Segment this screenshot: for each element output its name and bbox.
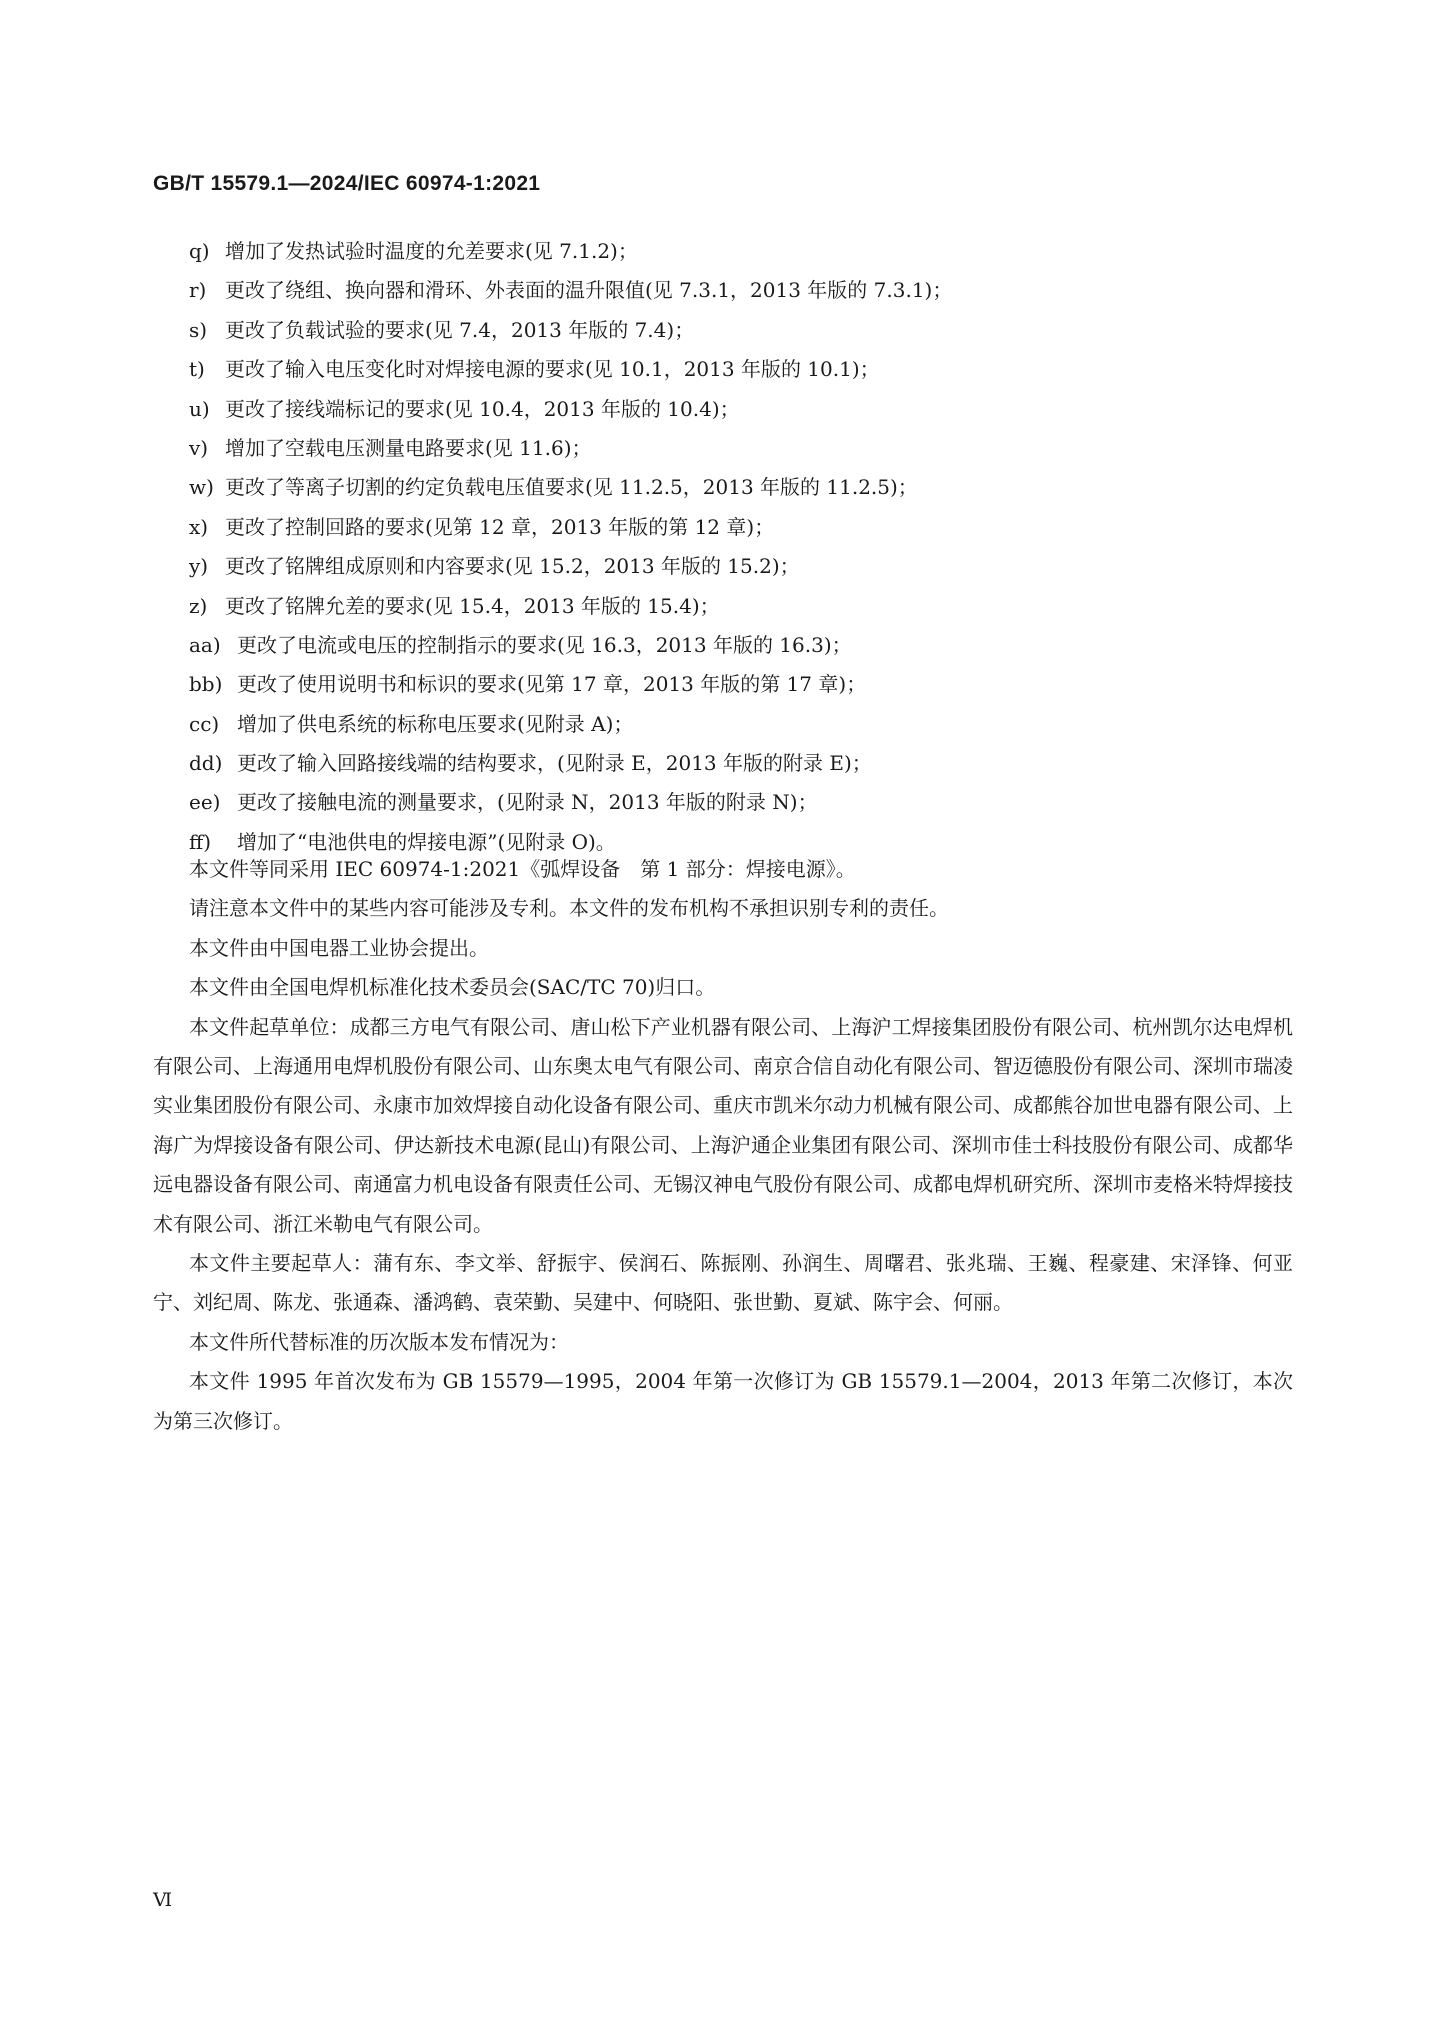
list-item-text: 更改了输入回路接线端的结构要求，(见附录 E，2013 年版的附录 E)； — [237, 751, 872, 776]
list-marker: ee) — [189, 790, 221, 815]
list-marker: v) — [189, 435, 209, 460]
list-marker: r) — [189, 278, 207, 303]
list-item-text: 更改了负载试验的要求(见 7.4，2013 年版的 7.4)； — [225, 317, 695, 342]
list-item — [189, 350, 1299, 389]
list-item-text: 增加了空载电压测量电路要求(见 11.6)； — [225, 435, 592, 460]
list-item — [189, 271, 1299, 310]
list-marker: aa) — [189, 632, 221, 657]
list-item-text: 更改了使用说明书和标识的要求(见第 17 章，2013 年版的第 17 章)； — [237, 672, 867, 697]
list-item-text: 增加了供电系统的标称电压要求(见附录 A)； — [237, 711, 634, 736]
page-number: Ⅵ — [153, 1889, 173, 1911]
list-marker: q) — [189, 239, 210, 263]
list-item-text: 更改了控制回路的要求(见第 12 章，2013 年版的第 12 章)； — [225, 514, 775, 539]
list-item — [189, 626, 1299, 665]
standard-number-header: GB/T 15579.1—2024/IEC 60974-1:2021 — [153, 172, 541, 195]
list-item-text: 更改了接线端标记的要求(见 10.4，2013 年版的 10.4)； — [225, 396, 740, 421]
list-item — [189, 429, 1299, 468]
list-marker: bb) — [189, 672, 223, 697]
list-item — [189, 547, 1299, 586]
list-item — [189, 468, 1299, 507]
list-item — [189, 311, 1299, 350]
proposer-statement: 本文件由中国电器工业协会提出。 — [189, 935, 489, 960]
committee-statement: 本文件由全国电焊机标准化技术委员会(SAC/TC 70)归口。 — [189, 975, 716, 1000]
list-item — [189, 744, 1299, 783]
history-details: 本文件 1995 年首次发布为 GB 15579—1995，2004 年第一次修订为 GB 15579.1—2004，2013 年第二次修订，本次为第三次修订。 — [153, 1369, 1293, 1433]
drafting-units: 本文件起草单位：成都三方电气有限公司、唐山松下产业机器有限公司、上海沪工焊接集团股份有限公司、杭州凯尔达电焊机有限公司、上海通用电焊机股份有限公司、山东奥太电气有限公司、南京合信自动化有限公司、智迈德股份有限公司、深圳市瑞凌实业集团股份有限公司、永康市加效焊接自动化设备有限公司、重庆市凯米尔动力机械有限公司、成都熊谷加世电器有限公司、上海广为焊接设备有限公司、伊达新技术电源(昆山)有限公司、上海沪通企业集团有限公司、深圳市佳士科技股份有限公司、成都华远电器设备有限公司、南通富力机电设备有限责任公司、无锡汉神电气股份有限公司、成都电焊机研究所、深圳市麦格米特焊接技术有限公司、浙江米勒电气有限公司。 — [153, 1014, 1293, 1236]
list-item-text: 更改了绕组、换向器和滑环、外表面的温升限值(见 7.3.1，2013 年版的 7.3.1)； — [225, 278, 953, 303]
list-item — [189, 665, 1299, 704]
changes-list — [189, 232, 1299, 862]
list-item — [189, 232, 1299, 271]
list-item-text: 更改了铭牌组成原则和内容要求(见 15.2，2013 年版的 15.2)； — [225, 554, 800, 579]
list-item-text: 更改了铭牌允差的要求(见 15.4，2013 年版的 15.4)； — [225, 593, 720, 618]
list-item-text: 更改了接触电流的测量要求，(见附录 N，2013 年版的附录 N)； — [237, 790, 818, 815]
list-item — [189, 587, 1299, 626]
list-marker: u) — [189, 396, 210, 421]
list-item-text: 更改了输入电压变化时对焊接电源的要求(见 10.1，2013 年版的 10.1)； — [225, 357, 880, 382]
list-item-text: 增加了“电池供电的焊接电源”(见附录 O)。 — [237, 829, 616, 854]
list-marker: cc) — [189, 711, 220, 736]
patent-notice: 请注意本文件中的某些内容可能涉及专利。本文件的发布机构不承担识别专利的责任。 — [189, 896, 949, 921]
body-paragraphs — [153, 850, 1293, 1441]
list-marker: x) — [189, 514, 209, 539]
list-marker: dd) — [189, 751, 223, 776]
list-item-text: 增加了发热试验时温度的允差要求(见 7.1.2)； — [225, 239, 638, 263]
adoption-statement: 本文件等同采用 IEC 60974-1:2021《弧焊设备 第 1 部分：焊接电源》。 — [189, 857, 856, 881]
list-item — [189, 390, 1299, 429]
list-marker: y) — [189, 554, 209, 579]
history-intro: 本文件所代替标准的历次版本发布情况为： — [189, 1329, 569, 1354]
drafters: 本文件主要起草人：蒲有东、李文举、舒振宇、侯润石、陈振刚、孙润生、周曙君、张兆瑞、王巍、程豪建、宋泽锋、何亚宁、刘纪周、陈龙、张通森、潘鸿鹤、袁荣勤、吴建中、何晓阳、张世勤、夏斌、陈宇会、何丽。 — [153, 1251, 1293, 1315]
list-item-text: 更改了等离子切割的约定负载电压值要求(见 11.2.5，2013 年版的 11.2.5)； — [225, 475, 918, 500]
list-item — [189, 783, 1299, 822]
list-item — [189, 705, 1299, 744]
list-marker: t) — [189, 357, 205, 382]
list-item — [189, 508, 1299, 547]
list-marker: w) — [189, 475, 214, 500]
list-item-text: 更改了电流或电压的控制指示的要求(见 16.3，2013 年版的 16.3)； — [237, 632, 852, 657]
list-marker: z) — [189, 593, 208, 618]
list-marker: ff) — [189, 829, 212, 854]
list-marker: s) — [189, 317, 208, 342]
